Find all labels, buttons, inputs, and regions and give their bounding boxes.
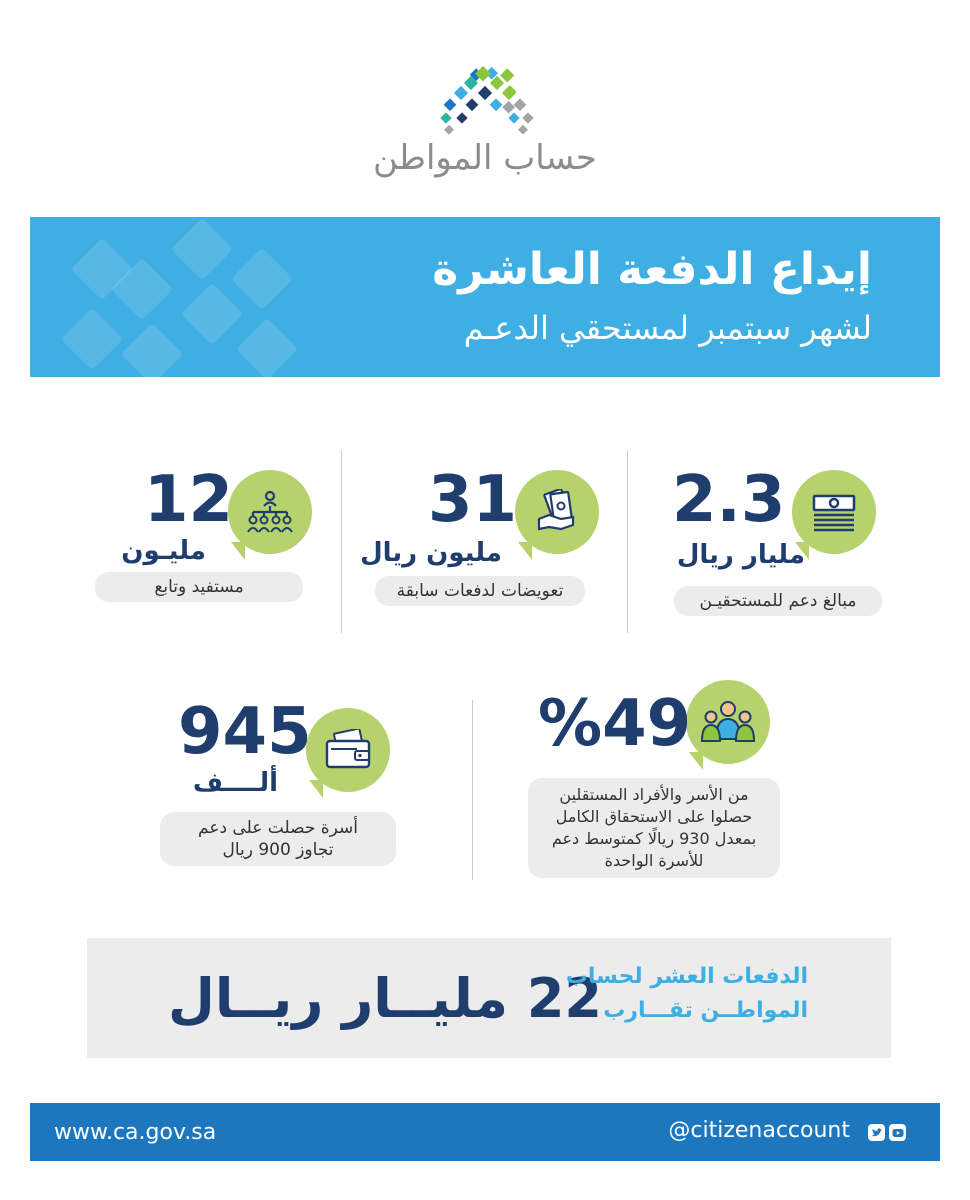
speech-tail (231, 542, 245, 560)
stat-compensation (355, 440, 625, 640)
summary-line: الدفعات العشر لحساب (565, 964, 808, 989)
summary-line: المواطــن تقـــارب (603, 998, 808, 1023)
logo-text: حساب المواطن (373, 138, 597, 178)
divider (341, 450, 342, 633)
social-handle-link[interactable]: @citizenaccount (668, 1118, 850, 1143)
label-line: بمعدل 930 ريالًا كمتوسط دعم (551, 829, 757, 848)
speech-tail (518, 542, 532, 560)
summary-total: 22 مليــار ريــال (168, 967, 602, 1030)
stat-value: 12 (144, 463, 234, 537)
speech-tail (309, 780, 323, 798)
stat-full-entitlement (520, 670, 780, 890)
stat-label: تعويضات لدفعات سابقة (375, 576, 585, 606)
label-line: حصلوا على الاستحقاق الكامل (555, 807, 753, 826)
stat-label: مستفيد وتابع (95, 572, 303, 602)
stat-families (160, 690, 400, 870)
stat-unit: مليون ريال (360, 538, 502, 568)
twitter-icon[interactable] (868, 1124, 885, 1141)
youtube-icon[interactable] (889, 1124, 906, 1141)
stat-value: 31 (428, 463, 518, 537)
stat-label (160, 812, 396, 866)
stat-unit: مليار ريال (676, 540, 805, 570)
divider (627, 450, 628, 633)
stat-unit: ألــــف (192, 768, 278, 798)
stat-support-amount (640, 440, 940, 640)
stat-value: 2.3 (672, 463, 786, 537)
citizen-account-logo-icon (432, 58, 540, 138)
website-link[interactable]: www.ca.gov.sa (54, 1120, 217, 1145)
stat-value: %49 (538, 687, 692, 761)
stat-beneficiaries (90, 440, 330, 640)
stat-unit: مليـون (121, 536, 206, 566)
title-banner (30, 217, 940, 377)
stat-label: مبالغ دعم للمستحقيـن (674, 586, 882, 616)
banner-subtitle: لشهر سبتمبر لمستحقي الدعـم (463, 309, 872, 347)
banner-title: إيداع الدفعة العاشرة (432, 244, 872, 295)
label-line: تجاوز 900 ريال (222, 840, 334, 860)
stat-label (528, 778, 780, 878)
label-line: من الأسر والأفراد المستقلين (559, 785, 749, 804)
divider (472, 700, 473, 880)
stat-value: 945 (178, 695, 312, 769)
label-line: للأسرة الواحدة (604, 851, 704, 870)
label-line: أسرة حصلت على دعم (198, 818, 359, 838)
